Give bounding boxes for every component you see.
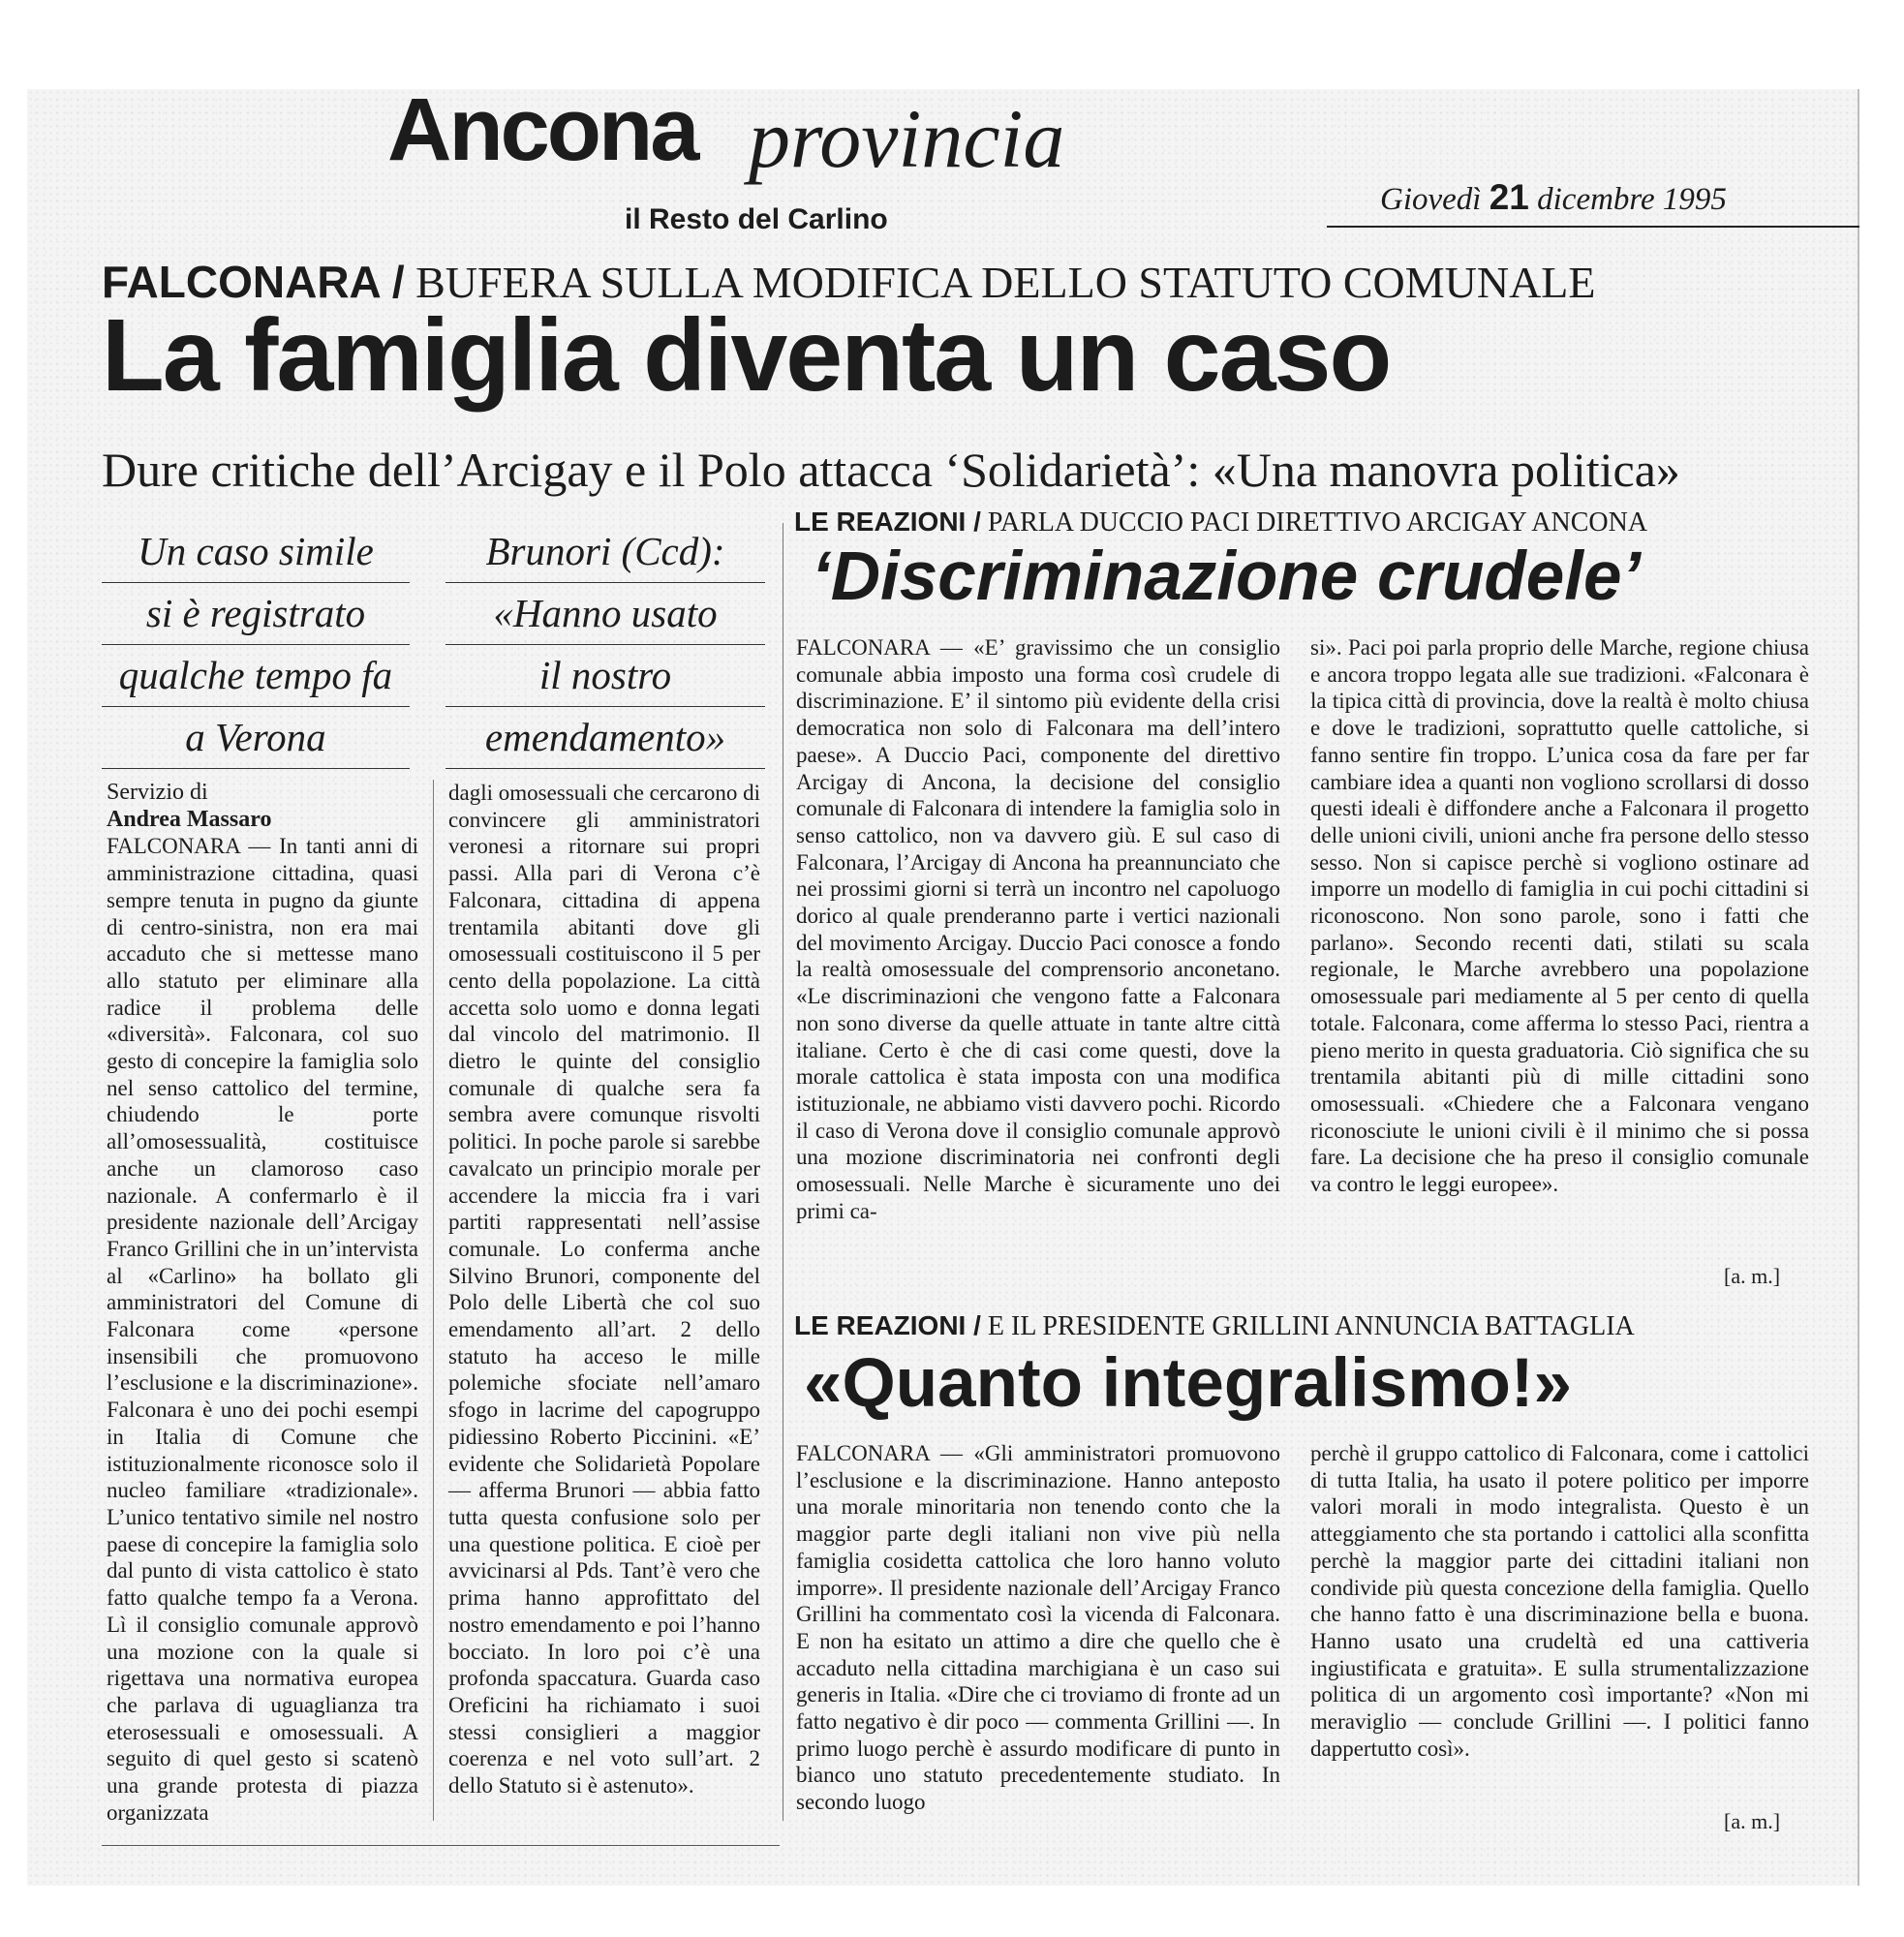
date-day: Giovedì — [1380, 182, 1482, 217]
article-text: dagli omosessuali che cercarono di convincere gli amministratori veronesi a ritornare sui propri passi. Alla pari di Verona c’è Falconara, cittadina di appena trentamila abitanti dove gli omosessuali costituiscono il 5 per cento della popolazione. La città accetta solo uomo e donna legati dal vincolo del matrimonio. Il dietro le quinte del consiglio comunale di qualche sera fa sembra avere comunque risvolti politici. In poche parole si sarebbe cavalcato un principio morale per accendere la miccia fra i vari partiti rappresentati nell’assise comunale. Lo conferma anche Silvino Brunori, componente del Polo delle Libertà che col suo emendamento all’art. 2 dello statuto ha acceso le mille polemiche sfociate nell’amaro sfogo in lacrime del capogruppo pidiessino Roberto Piccinini. «E’ evidente che Solidarietà Popolare — afferma Brunori — abbia fatto tutta questa confusione solo per una questione politica. E cioè per avvicinarsi al Pds. Tant’è vero che prima hanno approfittato del nostro emendamento e poi l’hanno bocciato. In loro poi c’è una profonda spaccatura. Guarda caso Oreficini ha richiamato i suoi stessi consiglieri a maggior coerenza e nel voto sull’art. 2 dello Statuto si è astenuto». — [448, 781, 760, 1799]
pull-quote-line: si è registrato — [102, 583, 410, 645]
column-divider — [433, 780, 434, 1821]
kicker-text: PARLA DUCCIO PACI DIRETTIVO ARCIGAY ANCONA — [980, 507, 1648, 538]
article-text: FALCONARA — In tanti anni di amministrazione cittadina, quasi sempre tenuta in pugno da giunte di centro-sinistra, non era mai accaduto che si mettesse mano allo statuto per eliminare alla radice il problema delle «diversità». Falconara, col suo gesto di concepire la famiglia solo nel senso cattolico del termine, chiudendo le porte all’omosessualità, costituisce anche un clamoroso caso nazionale. A confermarlo è il presidente nazionale dell’Arcigay Franco Grillini che in un’intervista al «Carlino» ha bollato gli amministratori del Comune di Falconara come «persone insensibili che promuovono l’esclusione e la discriminazione». Falconara è uno dei pochi esempi in Italia di Comune che istituzionalmente riconosce solo il nucleo familiare «tradizionale». L’unico tentativo simile nel nostro paese di concepire la famiglia solo dal punto di vista cattolico è stato fatto qualche tempo fa a Verona. Lì il consiglio comunale approvò una mozione con la quale si rigettava una normativa europea che parlava di uguaglianza tra eterosessuali e omosessuali. A seguito di quel gesto si scatenò una grande protesta di piazza organizzata — [107, 834, 418, 1825]
article-text: si». Paci poi parla proprio delle Marche, regione chiusa e ancora troppo legata alle sue tradizioni. «Falconara è la tipica città di provincia, dove la realtà è molto chiusa e dove le tradizioni, soprattutto quelle cattoliche, si fanno sentire fin troppo. L’unica cosa da fare per far cambiare idea a quanti non vogliono scrollarsi di dosso questi ideali è diffondere anche a Falconara il progetto delle unioni civili, unioni anche fra persone dello stesso sesso. Non si capisce perchè si vogliono ostinare ad imporre un modello di famiglia in cui pochi cittadini si riconoscono. Non sono parole, sono i fatti che parlano». Secondo recenti dati, stilati su scala regionale, le Marche avrebbero una popolazione omosessuale pari mediamente al 5 per cento di quella totale. Falconara, come afferma lo stesso Paci, rientra a pieno merito in questa graduatoria. Ciò significa che su trentamila abitanti più di mille cittadini sono omosessuali. «Chiedere che a Falconara vengano riconosciute le unioni civili è il minimo che si possa fare. La decisione che ha preso il consiglio comunale va contro le leggi europee». — [1310, 635, 1809, 1197]
byline-label: Servizio di — [107, 780, 208, 805]
article-2-signature: [a. m.] — [1724, 1264, 1781, 1288]
article-2-column-1 — [796, 634, 1280, 1224]
main-subhead: Dure critiche dell’Arcigay e il Polo attacca ‘Solidarietà’: «Una manovra politica» — [102, 443, 1680, 497]
date-number: 21 — [1489, 177, 1529, 217]
pull-quote-line: emendamento» — [445, 707, 765, 769]
main-column-2 — [448, 780, 760, 1799]
publication-date — [1380, 177, 1727, 218]
pull-quote-1 — [102, 521, 410, 769]
article-text: perchè il gruppo cattolico di Falconara, come i cattolici di tutta Italia, ha usato il potere politico per imporre valori morali in modo integralista. Questo è un atteggiamento che sta portando i cattolici alla sconfitta perchè la maggior parte dei cittadini italiani non condivide più questa concezione della famiglia. Quello che hanno fatto è una discriminazione bella e buona. Hanno usato una crudeltà ed una cattiveria ingiustificata e gratuita». E sulla strumentalizzazione politica di un argomento così importante? «Non mi meraviglio — conclude Grillini —. I politici fanno dappertutto così». — [1310, 1441, 1809, 1761]
pull-quote-line: il nostro — [445, 645, 765, 707]
article-text: FALCONARA — «E’ gravissimo che un consiglio comunale abbia imposto una forma così crudele di discriminazione. E’ il sintomo più evidente della crisi democratica non solo di Falconara ma dell’intero paese». A Duccio Paci, componente del direttivo Arcigay di Ancona, la decisione del consiglio comunale di Falconara di intendere la famiglia solo in senso cattolico, non va davvero giù. E sul caso di Falconara, l’Arcigay di Ancona ha preannunciato che nei prossimi giorni si terrà un incontro nel capoluogo dorico al quale prenderanno parte i vertici nazionali del movimento Arcigay. Duccio Paci conosce a fondo la realtà omosessuale del comprensorio anconetano. «Le discriminazioni che vengono fatte a Falconara non sono diverse da quelle attuate in tante altre città italiane. Certo è che di casi come questi, dove la morale cattolica è stata imposta con una modifica istituzionale, ne abbiamo visti davvero pochi. Ricordo il caso di Verona dove il consiglio comunale approvò una mozione discriminatoria nei confronti degli omosessuali. Nelle Marche è sicuramente uno dei primi ca- — [796, 635, 1280, 1223]
article-3-column-2 — [1310, 1440, 1809, 1762]
kicker-label: LE REAZIONI / — [794, 507, 981, 537]
pull-quote-line: a Verona — [102, 707, 410, 769]
newspaper-name: il Resto del Carlino — [625, 203, 888, 235]
article-3-signature: [a. m.] — [1724, 1809, 1781, 1833]
pull-quote-2 — [445, 521, 765, 769]
pull-quote-line: «Hanno usato — [445, 583, 765, 645]
section-title: Ancona — [387, 80, 697, 179]
article-2-title: ‘Discriminazione crudele’ — [812, 538, 1642, 615]
kicker-label: LE REAZIONI / — [794, 1310, 981, 1340]
pull-quote-line: Brunori (Ccd): — [445, 521, 765, 583]
date-month-year: dicembre 1995 — [1537, 182, 1727, 217]
byline-author: Andrea Massaro — [107, 806, 272, 832]
section-subtitle: provincia — [749, 92, 1065, 185]
bottom-rule — [102, 1845, 780, 1846]
pull-quote-line: qualche tempo fa — [102, 645, 410, 707]
kicker-text: E IL PRESIDENTE GRILLINI ANNUNCIA BATTAGLIA — [980, 1311, 1635, 1341]
main-column-1 — [107, 780, 418, 1826]
article-3-kicker — [794, 1312, 1635, 1340]
main-headline: La famiglia diventa un caso — [102, 298, 1391, 413]
article-3-column-1 — [796, 1440, 1280, 1816]
kicker-place: FALCONARA / — [102, 257, 405, 307]
kicker-text: BUFERA SULLA MODIFICA DELLO STATUTO COMUNALE — [404, 258, 1596, 307]
article-text: FALCONARA — «Gli amministratori promuovono l’esclusione e la discriminazione. Hanno anteposto una morale minoritaria non tenendo conto che la maggior parte degli italiani non vive più nella famiglia cosidetta cattolica che loro hanno voluto imporre». Il presidente nazionale dell’Arcigay Franco Grillini ha commentato così la vicenda di Falconara. E non ha esitato un attimo a dire che quello che è accaduto nella cittadina marchigiana è un caso sui generis in Italia. «Dire che ci troviamo di fronte ad un fatto negativo è dir poco — commenta Grillini —. In primo luogo perchè è assurdo modificare di punto in bianco uno statuto precedentemente studiato. In secondo luogo — [796, 1441, 1280, 1815]
article-3-title: «Quanto integralismo!» — [804, 1345, 1572, 1422]
pull-quote-line: Un caso simile — [102, 521, 410, 583]
article-2-kicker — [794, 508, 1647, 537]
article-2-column-2 — [1310, 634, 1809, 1198]
date-rule — [1327, 226, 1859, 228]
